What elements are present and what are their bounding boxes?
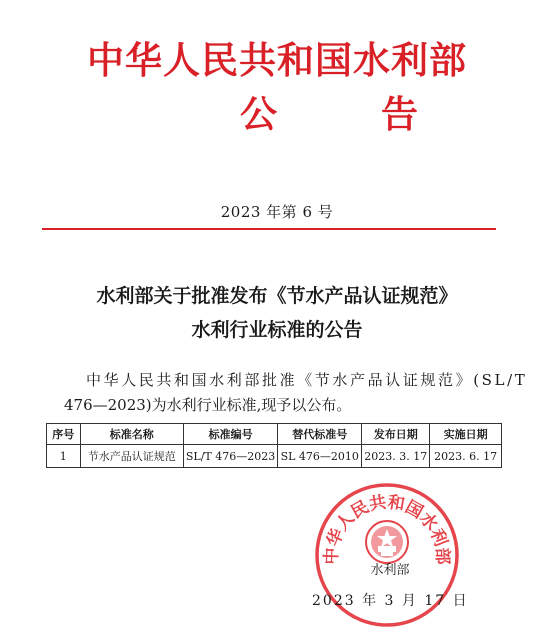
- seal-ring-text: 中华人民共和国水利部: [321, 492, 453, 565]
- header-serial: 序号: [47, 424, 81, 445]
- header-standard-name: 标准名称: [80, 424, 183, 445]
- national-emblem-icon: [366, 521, 408, 563]
- seal-center-text: 水利部: [370, 563, 410, 578]
- header-effective-date: 实施日期: [430, 424, 502, 445]
- body-paragraph-line-1: 中华人民共和国水利部批准《节水产品认证规范》(SL/T: [86, 371, 528, 389]
- cell-release-date: 2023. 3. 17: [362, 445, 430, 468]
- standards-table: [46, 423, 502, 468]
- body-paragraph-line-2: 476—2023)为水利行业标准,现予以公布。: [64, 396, 352, 414]
- table-header-row: [47, 424, 502, 445]
- header-replaced-code: 替代标准号: [278, 424, 362, 445]
- red-divider: [42, 228, 496, 230]
- cell-effective-date: 2023. 6. 17: [430, 445, 502, 468]
- cell-standard-code: SL/T 476—2023: [183, 445, 277, 468]
- cell-standard-name: 节水产品认证规范: [80, 445, 183, 468]
- ministry-name: 中华人民共和国水利部: [87, 39, 467, 82]
- cell-serial: 1: [47, 445, 81, 468]
- document-number: 2023 年第 6 号: [220, 203, 334, 221]
- table-row: [47, 445, 502, 468]
- document-type: 公告: [240, 93, 522, 136]
- header-release-date: 发布日期: [362, 424, 430, 445]
- notice-title-line-2: 水利行业标准的公告: [191, 319, 363, 341]
- cell-replaced-code: SL 476—2010: [278, 445, 362, 468]
- notice-title-line-1: 水利部关于批准发布《节水产品认证规范》: [96, 285, 458, 307]
- issue-date: 2023 年 3 月 17 日: [312, 593, 469, 609]
- header-standard-code: 标准编号: [183, 424, 277, 445]
